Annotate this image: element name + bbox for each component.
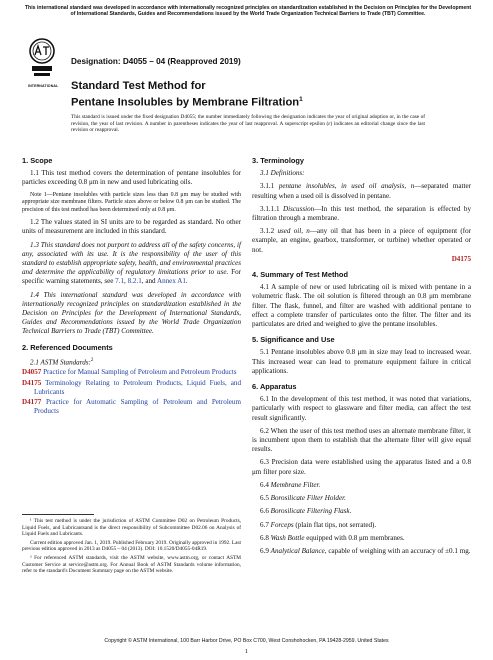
left-column <box>22 156 241 417</box>
apparatus-6-1: 6.1 In the development of this test method, it was noted that variations, particularly with respect to glassware and filter media, can affect the test result significantly. <box>252 395 471 422</box>
ref-title[interactable]: Terminology Relating to Petroleum Products, Liquid Fuels, and Lubricants <box>34 378 241 396</box>
section-terminology-heading: 3. Terminology <box>252 156 305 165</box>
footnote-2: ² For referenced ASTM standards, visit the ASTM website, www.astm.org, or contact ASTM Customer Service at service@astm.org. For Annual Book of ASTM Standards volume information, refer to the standard's Document Summary page on the ASTM website. <box>22 554 241 575</box>
copyright-line: Copyright © ASTM International, 100 Barr Harbor Drive, PO Box C700, West Conshohocken, PA 19428-2959. United States <box>104 638 389 644</box>
clause-number: 3.1.1 <box>260 182 279 191</box>
terminology-3-1: 3.1 Definitions: <box>260 169 305 178</box>
ref-d4175[interactable]: D4175 <box>451 254 471 263</box>
refs-footnote-mark: 2 <box>90 357 94 363</box>
clause-number: 6.9 <box>260 546 271 555</box>
ref-item <box>22 368 241 377</box>
summary-4-1: 4.1 A sample of new or used lubricating oil is mixed with pentane in a volumetric flask. The oil solution is filtered through an 0.8 μm membrane filter. The flask, funnel, and filter are washed with additional pentane to effect a complete transfer of particulates onto the filter. The filter and its particulates are dried and weighed to give the pentane insolubles. <box>252 283 471 329</box>
footnote-1: ¹ This test method is under the jurisdiction of ASTM Committee D02 on Petroleum Products, Liquid Fuels, and Lubricantsand is the direct responsibility of Subcommittee D02.06 on Analysis of Liquid Fuels and Lubricants. <box>22 518 241 538</box>
page-number: 1 <box>244 648 249 655</box>
definition: —separated matter resulting when a used oil is dissolved in pentane. <box>252 182 471 200</box>
period: . <box>185 277 188 286</box>
significance-5-1: 5.1 Pentane insolubles above 0.8 μm in size may lead to increased wear. This increased wear can lead to premature equipment failure in critical applications. <box>252 348 471 375</box>
apparatus-item <box>252 521 471 530</box>
title-footnote-mark: 1 <box>299 96 303 104</box>
defined-term: pentane insolubles, in used oil analysis, n <box>278 182 415 191</box>
scope-note-1: Note 1—Pentane insolubles with particle sizes less than 0.8 μm may be studied with appropriate size membrane filters. Particle sizes above or below 0.8 μm can be studied. The precision of this test method has been determined only at 0.8 μm. <box>22 191 241 213</box>
link-annex-a1[interactable]: Annex A1 <box>156 277 186 286</box>
discussion-label: Discussion <box>283 204 315 213</box>
apparatus-item <box>252 534 471 543</box>
clause-number: 6.5 <box>260 494 271 503</box>
defined-term: used oil, n <box>277 227 310 236</box>
scope-1-3 <box>22 241 241 287</box>
apparatus-item <box>252 547 471 556</box>
clause-number: 6.6 <box>260 507 271 516</box>
apparatus-name: Forceps <box>270 520 294 529</box>
apparatus-name: Membrane Filter. <box>270 480 321 489</box>
apparatus-name: Analytical Balance, <box>270 546 327 555</box>
apparatus-item <box>252 507 471 516</box>
scope-1-2: 1.2 The values stated in SI units are to be regarded as standard. No other units of measurement are included in this standard. <box>22 218 241 236</box>
apparatus-detail: capable of weighing with an accuracy of ±0.1 mg. <box>326 546 471 555</box>
terminology-3-1-2 <box>252 227 471 255</box>
link-7-1[interactable]: 7.1 <box>115 277 125 286</box>
refs-sub-label: 2.1 ASTM Standards: <box>30 358 91 367</box>
section-scope-heading: 1. Scope <box>22 156 53 165</box>
footnote-1-edition: Current edition approved Jan. 1, 2019. Published February 2019. Originally approved in 1992. Last previous edition approved in 2013 as D4055 – 04 (2013). DOI: 10.1520/D4055-04R19. <box>22 539 241 553</box>
right-column <box>252 156 471 560</box>
discussion-text: —In this test method, the separation is effected by filtration through a membrane. <box>252 204 471 223</box>
title-main: Pentane Insolubles by Membrane Filtration <box>71 96 300 109</box>
clause-number: 6.8 <box>260 533 271 542</box>
refs-2-1 <box>22 356 241 368</box>
scope-1-1: 1.1 This test method covers the determination of pentane insolubles for particles exceeding 0.8 μm in new and used lubricating oils. <box>22 169 241 187</box>
ref-title[interactable]: Practice for Automatic Sampling of Petroleum and Petroleum Products <box>34 397 241 416</box>
scope-1-3-safety: 1.3 This standard does not purport to address all of the safety concerns, if any, associated with its use. It is the responsibility of the user of this standard to establish appropriate safety, health, and environmental practices and determine the applicability of regulatory limitations prior to use. <box>22 240 241 277</box>
document-title <box>71 80 303 110</box>
apparatus-detail: (plain flat tips, not serrated). <box>293 520 377 529</box>
section-summary-heading: 4. Summary of Test Method <box>252 270 348 280</box>
footnote-divider <box>22 514 94 515</box>
ref-item <box>22 398 241 416</box>
astm-logo <box>28 37 59 88</box>
terminology-3-1-1-1 <box>252 205 471 223</box>
apparatus-6-3: 6.3 Precision data were established using the apparatus listed and a 0.8 μm filter pore size. <box>252 458 471 476</box>
section-apparatus-heading: 6. Apparatus <box>252 382 297 392</box>
logo-caption: INTERNATIONAL <box>28 84 59 88</box>
apparatus-item <box>252 481 471 490</box>
apparatus-name: Borosilicate Filter Holder. <box>270 494 346 503</box>
section-refs-heading: 2. Referenced Documents <box>22 342 113 352</box>
clause-number: 6.4 <box>260 480 271 489</box>
terminology-3-1-1 <box>252 182 471 200</box>
ref-code[interactable]: D4057 <box>22 368 42 377</box>
scope-1-3-tail: For specific warning statements, see <box>22 268 241 286</box>
title-line-1: Standard Test Method for <box>71 80 206 92</box>
apparatus-6-2: 6.2 When the user of this test method uses an alternate membrane filter, it is incumbent upon them to establish that the alternate filter will give equal results. <box>252 426 471 454</box>
title-line-2 <box>71 93 303 110</box>
scope-1-4: 1.4 This international standard was developed in accordance with internationally recognized principles on standardization established in the Decision on Principles for the Development of International Standards, Guides and Recommendations issued by the World Trade Organization Technical Barriers to Trade (TBT) Committee. <box>22 290 241 336</box>
clause-number: 6.7 <box>260 520 271 529</box>
separator: , and <box>141 277 157 286</box>
issuance-statement: This standard is issued under the fixed designation D4055; the number immediately following the designation indicates the year of original adoption or, in the case of revision, the year of last revision. A number in parentheses indicates the year of last reapproval. A superscript epsilon (ε) indicates an editorial change since the last revision or reapproval. <box>71 114 425 134</box>
ref-title[interactable]: Practice for Manual Sampling of Petroleum and Petroleum Products <box>41 368 237 377</box>
ref-item <box>22 379 241 397</box>
apparatus-detail: equipped with 0.8 μm membranes. <box>304 533 405 542</box>
separator: , <box>124 277 128 286</box>
ref-code[interactable]: D4175 <box>22 378 42 387</box>
standardization-notice: This international standard was developed in accordance with internationally recognized principles on standardization established in the Decision on Principles for the Development of International Standards, Guides and Recommendations issued by the World Trade Organization Technical Barriers to Trade (TBT) Committee. <box>24 5 472 18</box>
link-8-2-1[interactable]: 8.2.1 <box>127 277 142 286</box>
clause-number: 3.1.2 <box>260 227 278 236</box>
clause-number: 3.1.1.1 <box>260 204 284 213</box>
designation: Designation: D4055 – 04 (Reapproved 2019) <box>71 57 241 66</box>
ref-code[interactable]: D4177 <box>22 397 42 406</box>
section-significance-heading: 5. Significance and Use <box>252 335 335 345</box>
definition: —any oil that has been in a piece of equipment (for example, an engine, gearbox, transformer, or turbine) whether operated or not. <box>252 227 471 254</box>
apparatus-name: Wash Bottle <box>270 533 305 542</box>
apparatus-name: Borosilicate Filtering Flask. <box>270 507 352 516</box>
astm-logo-icon <box>28 37 59 88</box>
footnotes <box>22 518 241 577</box>
apparatus-item <box>252 494 471 503</box>
